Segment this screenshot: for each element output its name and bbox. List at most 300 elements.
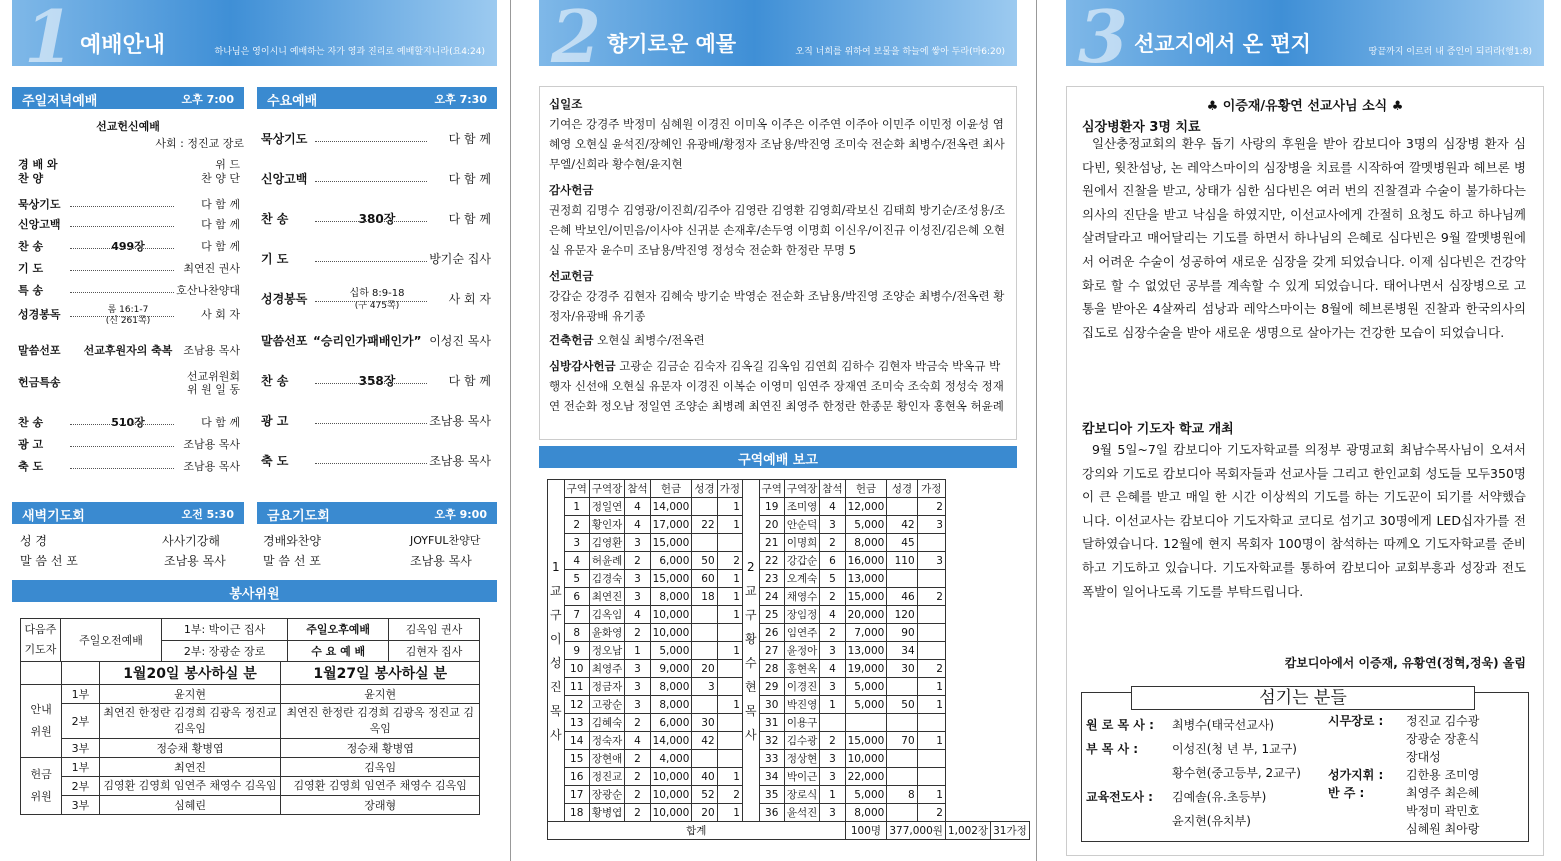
leader-dots — [70, 292, 174, 293]
district-cell: 정오남 — [589, 642, 624, 660]
edu-name-2: 윤지현(유치부) — [1172, 814, 1251, 828]
am-first: 1부: 박이근 집사 — [161, 619, 287, 641]
district-cell: 이경진 — [784, 678, 819, 696]
district-cell: 2 — [717, 786, 742, 804]
district-cell: 2 — [820, 624, 845, 642]
usher-part-2: 2부 — [62, 704, 99, 739]
friday-row1-label: 경배와찬양 — [263, 534, 321, 548]
servants-title: 봉사위원 — [229, 587, 280, 602]
week-blank2 — [62, 662, 99, 685]
district-cell: 30 — [692, 714, 717, 732]
wed-label: 수 요 예 배 — [288, 640, 389, 662]
wed-item-label: 축 도 — [261, 454, 289, 468]
leader-dots — [70, 226, 174, 227]
pm-name: 김옥임 권사 — [389, 619, 480, 641]
district-cell — [717, 750, 742, 768]
story2-title: 캄보디아 기도자 학교 개최 — [1082, 422, 1234, 437]
wed-item-label: 찬 송 — [261, 212, 289, 226]
district-cell: 오계숙 — [784, 570, 819, 588]
table-row — [548, 786, 1030, 804]
table-row — [548, 498, 1030, 516]
wed-item-value: 다 함 께 — [448, 374, 491, 388]
district-cell: 4 — [820, 660, 845, 678]
wednesday-title: 수요예배 — [267, 94, 318, 109]
district-cell: 5,000 — [845, 678, 887, 696]
staff-title-box — [1131, 686, 1475, 710]
leader-dots — [315, 181, 427, 182]
sun-item-label: 헌금특송 — [18, 376, 61, 389]
district-cell: 1 — [917, 696, 945, 714]
offering-names: 강갑순 강경주 김현자 김혜숙 방기순 박영순 전순화 조남용/박진영 조양순 최병수/전옥련 황정자/유광배 유기종 — [549, 289, 1005, 323]
sun-item-label: 묵상기도 — [18, 198, 61, 211]
sun-item-middle-sub: (신 261쪽) — [105, 316, 151, 326]
district-cell: 13,000 — [845, 642, 887, 660]
district-cell: 10,000 — [650, 786, 692, 804]
district-cell: 22,000 — [845, 768, 887, 786]
district-cell: 5,000 — [845, 516, 887, 534]
usher-label: 안내 위원 — [21, 685, 62, 758]
table-row — [548, 768, 1030, 786]
assoc-name-2: 황수현(중고등부, 2교구) — [1172, 766, 1301, 780]
elder-label: 원 로 목 사 : — [1086, 718, 1154, 732]
district-cell: 8,000 — [845, 804, 887, 822]
district-cell — [717, 624, 742, 642]
wed-item-value: 다 함 께 — [448, 132, 491, 146]
district-cell: 1 — [917, 678, 945, 696]
sun-item-value: 선교위원회 — [186, 370, 240, 383]
district-cell: 2 — [625, 624, 650, 642]
district-cell: 36 — [759, 804, 784, 822]
district-cell: 31 — [759, 714, 784, 732]
leader-dots — [70, 316, 174, 317]
district-cell: 14 — [564, 732, 589, 750]
section-number: 2 — [551, 0, 602, 66]
sun-item-label: 신앙고백 — [18, 218, 61, 231]
district-cell: 정숙자 — [589, 732, 624, 750]
district-cell: 윤정아 — [784, 642, 819, 660]
district-cell: 3 — [625, 570, 650, 588]
district-cell — [692, 750, 717, 768]
sunday-evening-title: 주일저녁예배 — [22, 94, 98, 109]
district-cell: 60 — [692, 570, 717, 588]
district-cell — [717, 660, 742, 678]
wed-item-label: 찬 송 — [261, 374, 289, 388]
district-cell: 15,000 — [650, 534, 692, 552]
district-cell: 장현애 — [589, 750, 624, 768]
district-cell: 45 — [887, 534, 917, 552]
district-cell: 29 — [759, 678, 784, 696]
district-cell: 2 — [820, 732, 845, 750]
district-col-header: 헌금 — [650, 480, 692, 498]
district-cell — [820, 714, 845, 732]
district-cell: 5,000 — [845, 786, 887, 804]
sunday-evening-leader: 사회 : 정진교 장로 — [155, 137, 244, 150]
district-cell: 3 — [625, 660, 650, 678]
offering-w2-3: 장래형 — [281, 796, 480, 815]
offering-names: 기여은 강경주 박정미 심혜원 이경진 이미옥 이주은 이주연 이주아 이민주 이민정 이윤성 염혜영 오현실 윤석진/장혜인 유광배/황정자 조남용/박진영 조미숙 전순화 최병수/전옥련 최사무엘/신희라 황수현/윤지현 — [549, 117, 1005, 171]
wed-item-value: 이성진 목사 — [429, 334, 491, 348]
friday-row2-value: 조남용 목사 — [410, 554, 472, 568]
district-cell — [917, 534, 945, 552]
district-cell — [917, 642, 945, 660]
table-row — [548, 516, 1030, 534]
district-cell: 1 — [717, 570, 742, 588]
district-cell: 2 — [625, 786, 650, 804]
office-name-2: 장광순 장훈식 — [1406, 732, 1480, 746]
wed-item-label: 묵상기도 — [261, 132, 308, 146]
district-cell — [692, 696, 717, 714]
district-cell: 4 — [820, 606, 845, 624]
table-row — [548, 534, 1030, 552]
dawn-row2-label: 말 씀 선 포 — [20, 554, 78, 568]
sunday-evening-box — [12, 110, 244, 484]
district-cell: 26 — [759, 624, 784, 642]
table-row — [548, 660, 1030, 678]
accomp-label: 반 주 : — [1328, 786, 1365, 800]
district-col-header: 가정 — [917, 480, 945, 498]
district-cell: 1 — [717, 606, 742, 624]
district-cell: 17 — [564, 786, 589, 804]
district-cell: 3 — [625, 678, 650, 696]
sun-item-value: 찬 양 단 — [201, 172, 240, 185]
sun-item-value: 조남용 목사 — [183, 438, 240, 451]
district-cell: 3 — [820, 750, 845, 768]
section-verse: 하나님은 영이시니 예배하는 자가 영과 진리로 예배할지니라(요4:24) — [214, 47, 485, 57]
offering-label: 헌금 위원 — [21, 758, 62, 815]
wednesday-time: 오후 7:30 — [434, 93, 487, 106]
district-total-row — [548, 822, 1030, 840]
district-cell: 30 — [887, 660, 917, 678]
district-group-left: 1교구 이성진 목사 — [548, 480, 565, 822]
district-cell: 2 — [625, 804, 650, 822]
office-name-3: 장대성 — [1406, 750, 1441, 764]
section-verse: 땅끝까지 이르러 내 증인이 되리라(행1:8) — [1368, 47, 1532, 57]
banner-worship — [12, 0, 497, 66]
district-title: 구역예배 보고 — [738, 453, 818, 468]
district-cell: 7 — [564, 606, 589, 624]
district-col-header: 성경 — [887, 480, 917, 498]
usher-w1-3: 정승채 황병엽 — [99, 739, 281, 758]
letter-signature: 캄보디아에서 이증재, 유황연(정혁,정욱) 올림 — [1284, 656, 1526, 670]
section-title: 선교지에서 온 편지 — [1134, 32, 1311, 56]
district-cell: 8 — [887, 786, 917, 804]
district-cell: 46 — [887, 588, 917, 606]
district-cell — [917, 624, 945, 642]
district-cell — [692, 642, 717, 660]
choir-label: 성가지휘 : — [1328, 768, 1384, 782]
wednesday-box — [257, 110, 497, 484]
friday-row1-value: JOYFUL찬양단 — [410, 534, 481, 547]
section-verse: 오직 너희를 위하여 보물을 하늘에 쌓아 두라(마6:20) — [795, 47, 1005, 57]
district-cell — [917, 606, 945, 624]
district-cell: 정일연 — [589, 498, 624, 516]
district-cell: 2 — [820, 588, 845, 606]
district-cell: 2 — [917, 588, 945, 606]
offering-section — [549, 356, 1011, 416]
edu-label: 교육전도사 : — [1086, 790, 1153, 804]
table-row — [548, 624, 1030, 642]
offering-section — [549, 180, 1011, 260]
table-row — [548, 804, 1030, 822]
usher-part-1: 1부 — [62, 685, 99, 704]
district-cell: 1 — [717, 588, 742, 606]
offering-section — [549, 266, 1011, 326]
district-cell: 10 — [564, 660, 589, 678]
offering-w1-2: 김영환 김영희 임연주 채영수 김옥임 — [99, 777, 281, 796]
table-row — [548, 588, 1030, 606]
district-cell: 황인자 — [589, 516, 624, 534]
story1-body: 일산충정교회의 환우 돕기 사랑의 후원을 받아 캄보디아 3명의 심장병 환자 심다빈, 윗찬섬낭, 논 레악스마이의 심장병을 치료를 시작하여 깔멧병원과 헤브론 병원에서 진찰을 받고, 상태가 심한 심다빈은 여러 번의 진찰결과 수술이 불가하다는 의사의 진단을 받고 낙심을 하였지만, 이선교사에게 간절히 요청도 하고 하나님께 살려달라고 매어달리는 기도를 하면서 하나님의 은혜로 심다빈은 9월 깔멧병원에서 어려운 수술이 성공하여 새로운 심장을 갖게 되었습니다. 이제 심다빈은 건강악화로 할 수 없었던 공부를 계속할 수 있게 되었습니다. 태어나면서 심장병으로 고통을 받아온 4살짜리 섬낭과 레악스마이는 8월에 헤브론병원 진찰과 한국의사의 집도로 심장수술을 받아 새로운 생명으로 살아가는 건강한 모습이 되었습니다. — [1082, 136, 1526, 340]
district-cell: 5,000 — [650, 642, 692, 660]
district-cell: 김혜숙 — [589, 714, 624, 732]
usher-w1-1: 윤지현 — [99, 685, 281, 704]
sun-item-value: 조남용 목사 — [183, 460, 240, 473]
district-col-header: 참석 — [820, 480, 845, 498]
district-col-header: 구역 — [759, 480, 784, 498]
district-cell: 15,000 — [845, 732, 887, 750]
district-cell: 10,000 — [650, 624, 692, 642]
offering-names: 오현실 최병수/전옥련 — [597, 333, 705, 347]
district-cell: 52 — [692, 786, 717, 804]
district-cell: 9,000 — [650, 660, 692, 678]
offering-part-3: 3부 — [62, 796, 99, 815]
divider-1 — [510, 0, 511, 861]
table-row — [548, 750, 1030, 768]
district-cell: 3 — [820, 642, 845, 660]
table-row — [548, 678, 1030, 696]
district-cell: 1 — [717, 768, 742, 786]
wed-item-value: 조남용 목사 — [429, 414, 491, 428]
district-total-bible: 1,002장 — [945, 822, 990, 840]
table-row — [548, 714, 1030, 732]
district-cell: 30 — [759, 696, 784, 714]
district-cell: 3 — [917, 516, 945, 534]
leader-dots — [315, 383, 427, 384]
usher-w2-3: 정승채 황병엽 — [281, 739, 480, 758]
district-cell: 1 — [564, 498, 589, 516]
sun-item-value: 사 회 자 — [201, 308, 240, 321]
leader-dots — [70, 424, 174, 425]
district-cell: 15 — [564, 750, 589, 768]
wed-item-middle-sub: (구 475쪽) — [354, 301, 400, 311]
district-cell: 110 — [887, 552, 917, 570]
district-cell: 6 — [820, 552, 845, 570]
district-cell: 3 — [625, 588, 650, 606]
district-cell: 이용구 — [784, 714, 819, 732]
district-cell: 3 — [625, 534, 650, 552]
dawn-row1-label: 성 경 — [20, 534, 47, 548]
district-cell: 34 — [887, 642, 917, 660]
table-row — [548, 642, 1030, 660]
district-cell: 32 — [759, 732, 784, 750]
leader-dots — [70, 270, 174, 271]
district-cell: 50 — [887, 696, 917, 714]
district-cell: 23 — [759, 570, 784, 588]
district-cell: 42 — [887, 516, 917, 534]
edu-name-1: 김예솔(유.초등부) — [1172, 790, 1267, 804]
district-cell: 3 — [820, 804, 845, 822]
sun-item-value-sub: 위 원 일 동 — [187, 383, 240, 396]
sun-item-label: 말씀선포 — [18, 344, 61, 357]
panel-worship — [12, 0, 497, 861]
leader-dots — [315, 301, 427, 302]
week-blank — [21, 662, 62, 685]
district-cell: 22 — [692, 516, 717, 534]
district-cell: 25 — [759, 606, 784, 624]
district-cell: 2 — [717, 552, 742, 570]
district-cell: 황병엽 — [589, 804, 624, 822]
district-cell: 정금자 — [589, 678, 624, 696]
district-cell — [917, 714, 945, 732]
wed-item-middle: 358장 — [358, 374, 396, 388]
district-cell: 1 — [717, 696, 742, 714]
servants-week-table — [20, 661, 480, 815]
story1-title: 심장병환자 3명 치료 — [1082, 120, 1201, 135]
district-cell: 24 — [759, 588, 784, 606]
wed-item-label: 광 고 — [261, 414, 289, 428]
table-row — [548, 606, 1030, 624]
offering-w1-1: 최연진 — [99, 758, 281, 777]
district-cell: 2 — [917, 660, 945, 678]
district-cell: 34 — [759, 768, 784, 786]
district-total-amount: 377,000원 — [887, 822, 946, 840]
district-cell: 90 — [887, 624, 917, 642]
district-cell: 2 — [625, 768, 650, 786]
story2-body: 9월 5일~7일 캄보디아 기도자학교를 의정부 광명교회 최남수목사님이 오셔서 강의와 기도로 캄보디아 목회자들과 선교사들 그리고 한인교회 성도들 모두350명이 큰 은혜를 받고 매일 한 시간 이상씩의 기도를 하는 기도꾼이 되기를 서약했습니다. 이선교사는 캄보디아 기도자학교 코디로 섬기고 30명에게 LED십자가를 전달하였습니다. 12월에 현지 목회자 100명이 참석하는 따께오 기도자학교를 준비하고 기도하고 있습니다. 기도자학교를 통하여 캄보디아 교회부흥과 성장과 전도 폭발이 일어나도록 기도를 부탁드립니다. — [1082, 442, 1526, 599]
district-cell — [887, 750, 917, 768]
district-col-header: 참석 — [625, 480, 650, 498]
district-cell: 3 — [820, 516, 845, 534]
district-cell: 허윤례 — [589, 552, 624, 570]
district-cell — [887, 498, 917, 516]
week2-header: 1월27일 봉사하실 분 — [281, 662, 480, 685]
sun-item-label: 특 송 — [18, 284, 44, 297]
wed-item-label: 말씀선포 — [261, 334, 308, 348]
servants-table-wrap — [20, 618, 480, 815]
district-cell: 1 — [717, 498, 742, 516]
leader-dots — [315, 423, 427, 424]
district-cell: 12,000 — [845, 498, 887, 516]
district-col-header: 구역장 — [784, 480, 819, 498]
usher-part-3: 3부 — [62, 739, 99, 758]
district-cell: 2 — [625, 714, 650, 732]
offering-w1-3: 심혜린 — [99, 796, 281, 815]
district-cell — [692, 624, 717, 642]
table-row — [548, 696, 1030, 714]
district-cell: 박이근 — [784, 768, 819, 786]
district-cell: 4 — [625, 732, 650, 750]
district-cell: 10,000 — [650, 804, 692, 822]
news-title: ♣ 이증재/유황연 선교사님 소식 ♣ — [1206, 99, 1404, 114]
district-cell: 20 — [692, 660, 717, 678]
sun-item-value: 다 함 께 — [201, 416, 240, 429]
district-group-right: 2교구 황수현 목사 — [742, 480, 759, 822]
panel-letter — [1066, 0, 1544, 861]
district-cell: 강갑순 — [784, 552, 819, 570]
district-cell: 3 — [820, 678, 845, 696]
district-cell: 3 — [820, 768, 845, 786]
district-cell — [887, 804, 917, 822]
offering-title: 건축헌금 — [549, 333, 594, 347]
district-col-header: 헌금 — [845, 480, 887, 498]
district-cell: 9 — [564, 642, 589, 660]
leader-dots — [70, 468, 174, 469]
offering-names: 고광순 김금순 김숙자 김옥길 김옥임 김연희 김하수 김현자 박금숙 박옥규 박행자 신선애 오현실 유문자 이경진 이복순 이영미 임연주 장재연 조미숙 조숙희 정성숙 정재연 전순화 정오남 정일연 조양순 최병례 최연진 최영주 한정란 한종문 황인자 홍현옥 허윤례 — [549, 359, 1004, 413]
district-cell: 2 — [564, 516, 589, 534]
sun-item-value: 호산나찬양대 — [176, 284, 240, 297]
district-cell — [692, 498, 717, 516]
district-cell: 김경숙 — [589, 570, 624, 588]
district-cell: 임연주 — [784, 624, 819, 642]
table-row — [548, 552, 1030, 570]
district-cell: 10,000 — [650, 768, 692, 786]
district-cell — [692, 534, 717, 552]
leader-dots — [70, 446, 174, 447]
sun-item-value: 다 함 께 — [201, 240, 240, 253]
district-cell: 21 — [759, 534, 784, 552]
assoc-label: 부 목 사 : — [1086, 742, 1139, 756]
district-cell: 70 — [887, 732, 917, 750]
leader-dots — [70, 206, 174, 207]
district-cell: 8 — [564, 624, 589, 642]
district-cell: 4,000 — [650, 750, 692, 768]
sunday-evening-heading: 선교헌신예배 — [96, 120, 160, 133]
district-cell: 4 — [820, 498, 845, 516]
district-cell: 14,000 — [650, 498, 692, 516]
district-cell: 3 — [625, 696, 650, 714]
district-cell: 이명희 — [784, 534, 819, 552]
district-col-header: 가정 — [717, 480, 742, 498]
district-total-people: 100명 — [845, 822, 887, 840]
dawn-row1-value: 사사기강해 — [162, 534, 220, 548]
district-cell: 8,000 — [650, 678, 692, 696]
district-cell: 박진영 — [784, 696, 819, 714]
district-cell: 6 — [564, 588, 589, 606]
district-cell — [917, 768, 945, 786]
wed-item-label: 기 도 — [261, 252, 289, 266]
district-table-wrap — [547, 479, 1030, 840]
district-cell — [692, 606, 717, 624]
district-cell: 김영환 — [589, 534, 624, 552]
servants-header — [12, 580, 497, 602]
sun-item-label: 찬 양 — [18, 172, 44, 185]
district-cell: 14,000 — [650, 732, 692, 750]
accomp-name-2: 박정미 곽민호 — [1406, 804, 1480, 818]
district-cell: 8,000 — [650, 696, 692, 714]
wed-item-value: 사 회 자 — [448, 292, 491, 306]
district-cell: 김수광 — [784, 732, 819, 750]
sun-item-value: 최연진 권사 — [183, 262, 240, 275]
banner-letter — [1066, 0, 1544, 66]
office-label: 시무장로 : — [1328, 714, 1384, 728]
district-cell — [717, 678, 742, 696]
offering-section — [549, 330, 1011, 350]
district-cell: 1 — [717, 804, 742, 822]
dawn-time: 오전 5:30 — [181, 508, 234, 521]
district-total-homes: 31가정 — [991, 822, 1030, 840]
assoc-name-1: 이성진(청 년 부, 1교구) — [1172, 742, 1297, 756]
district-cell: 4 — [625, 498, 650, 516]
wed-name: 김현자 집사 — [389, 640, 480, 662]
sun-item-value: 위 드 — [215, 158, 240, 171]
district-cell: 16,000 — [845, 552, 887, 570]
am-second: 2부: 장광순 장로 — [161, 640, 287, 662]
district-cell: 4 — [625, 516, 650, 534]
table-row — [548, 732, 1030, 750]
district-cell: 1 — [917, 786, 945, 804]
district-cell: 13,000 — [845, 570, 887, 588]
wed-item-label: 성경봉독 — [261, 292, 308, 306]
